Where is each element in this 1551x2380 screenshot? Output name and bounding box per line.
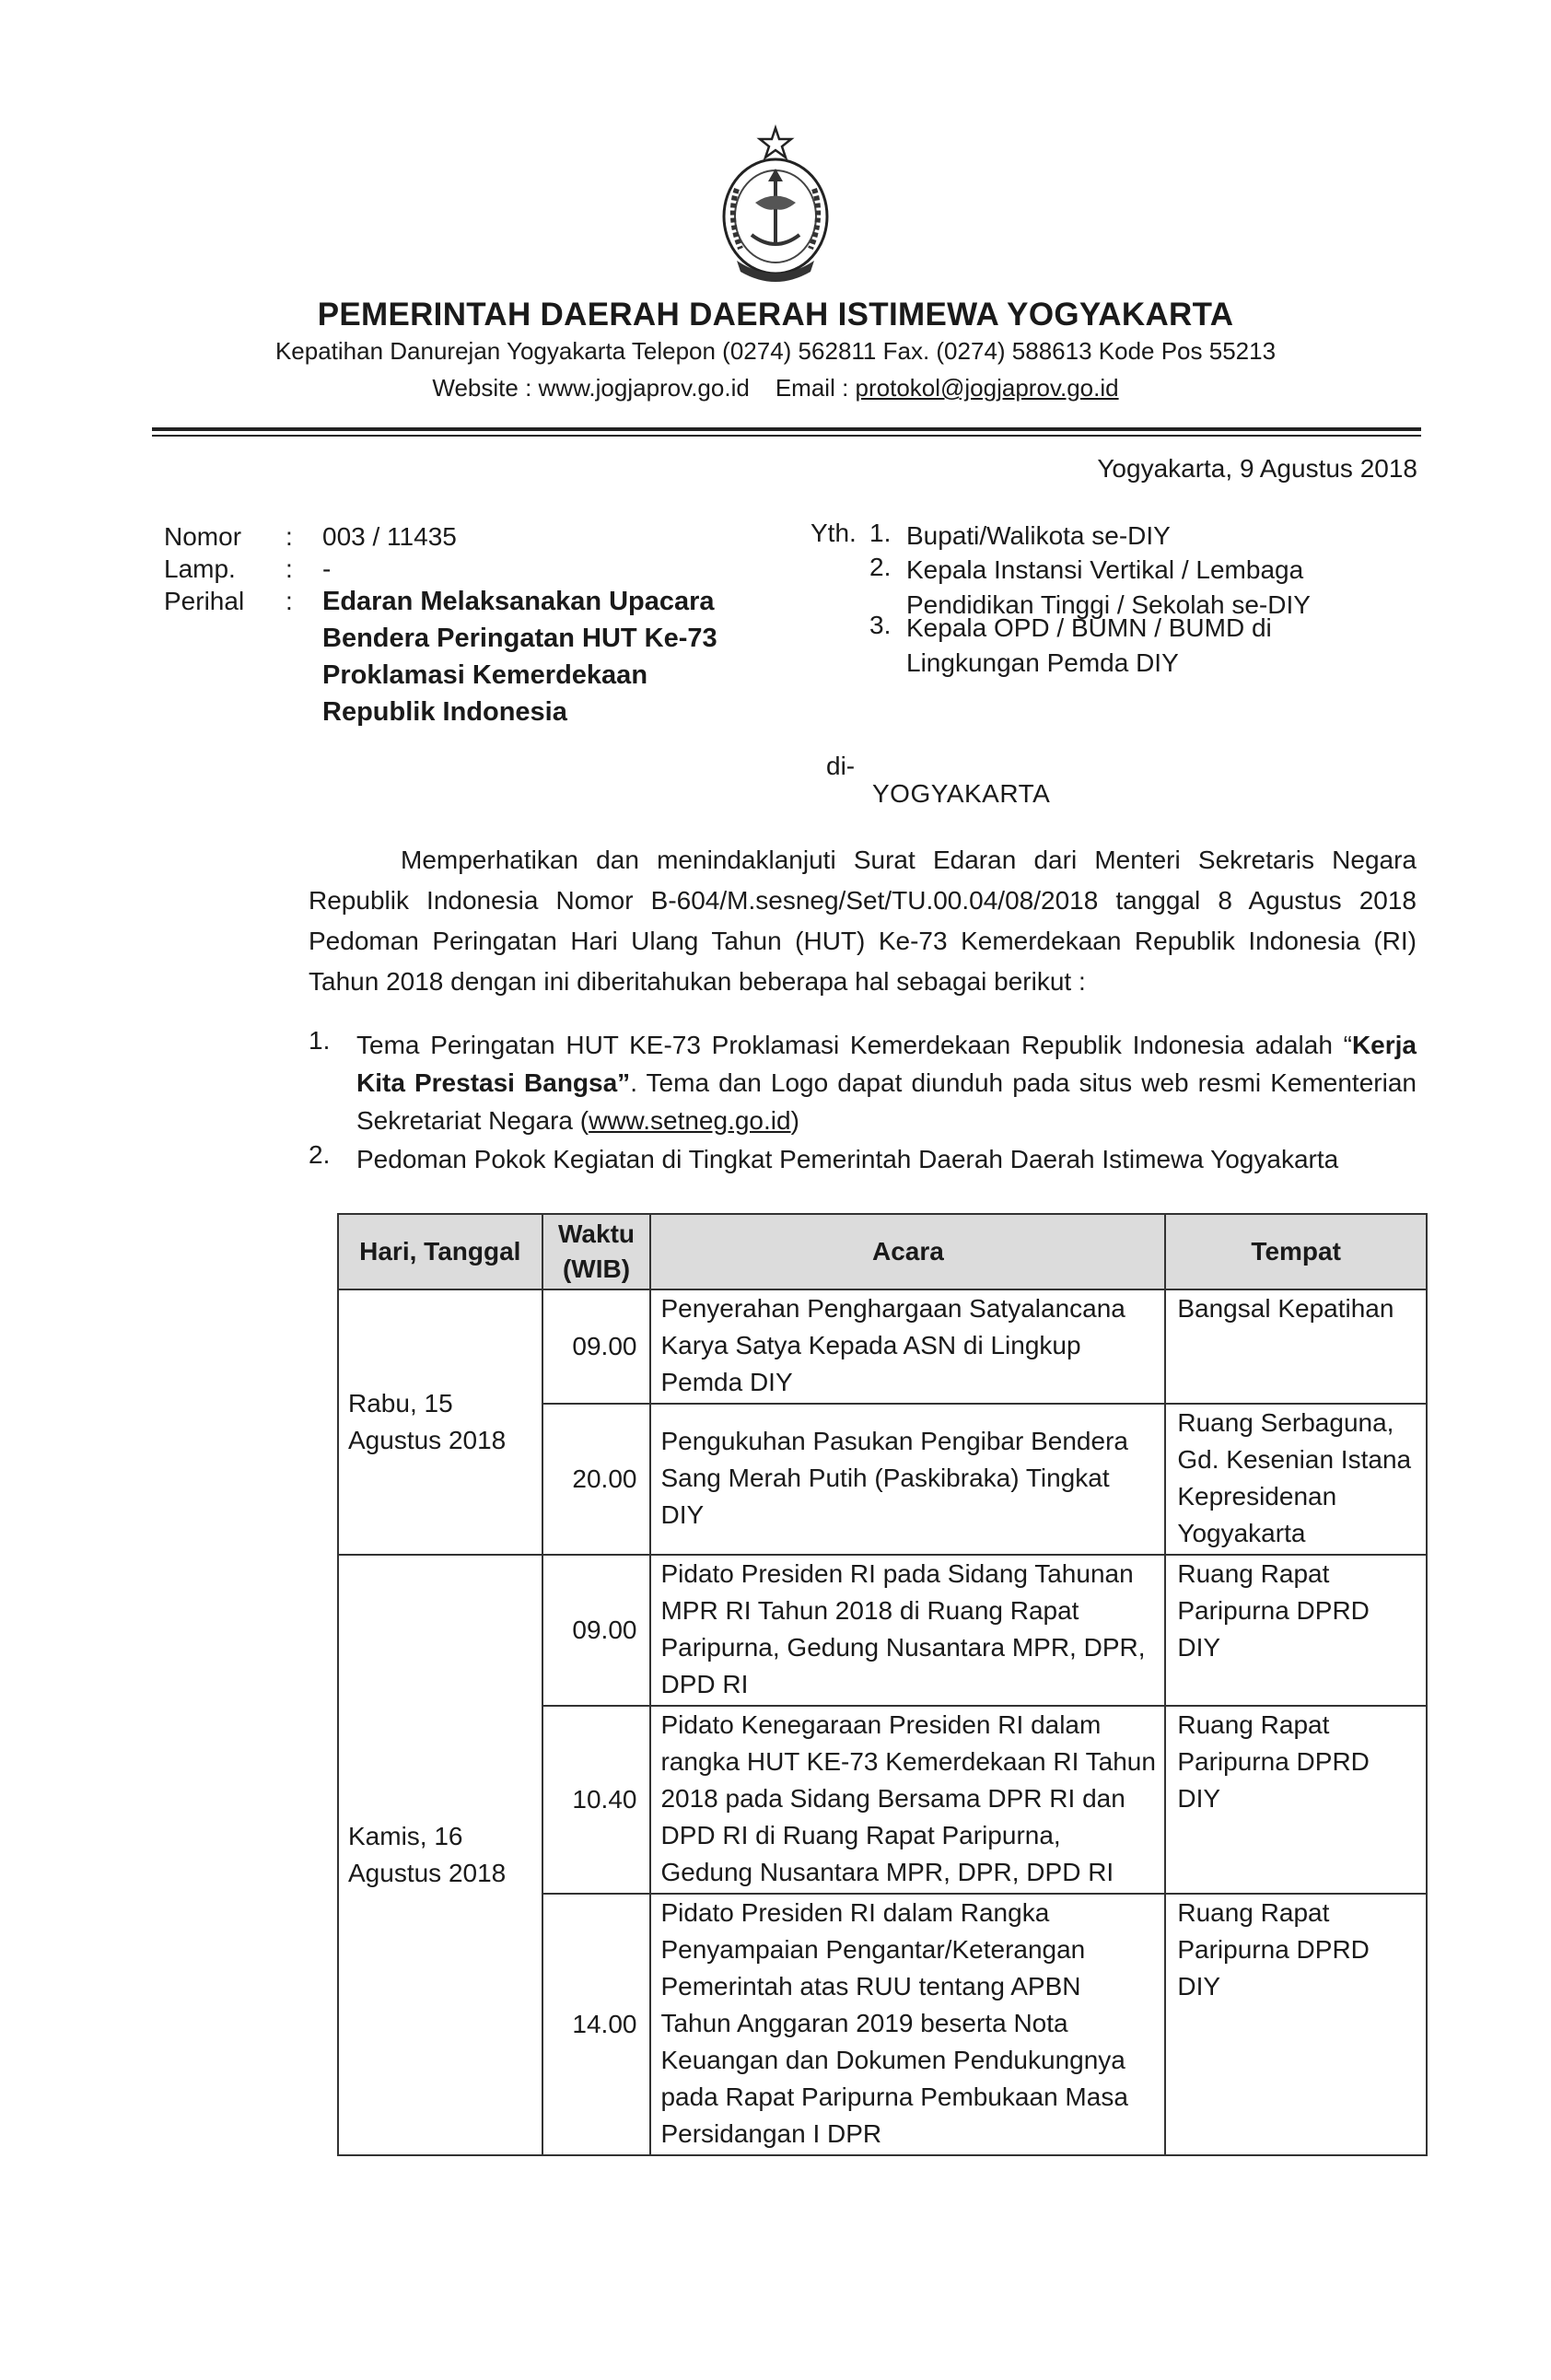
item-2-text: Pedoman Pokok Kegiatan di Tingkat Pemerintah Daerah Daerah Istimewa Yogyakarta: [356, 1145, 1339, 1173]
time-cell: 09.00: [542, 1289, 651, 1404]
lamp-colon: :: [286, 554, 293, 583]
place-cell: Bangsal Kepatihan: [1165, 1289, 1427, 1404]
item-1-text-b: . Tema dan Logo dapat diunduh pada situs web resmi Kementerian Sekretariat Negara (: [356, 1068, 1417, 1135]
table-row: [338, 1289, 1427, 1404]
time-cell: 09.00: [542, 1555, 651, 1706]
event-cell: Pengukuhan Pasukan Pengibar Bendera Sang Merah Putih (Paskibraka) Tingkat DIY: [650, 1404, 1165, 1555]
perihal-subject: Edaran Melaksanakan Upacara Bendera Peringatan HUT Ke-73 Proklamasi Kemerdekaan Republik Indonesia: [322, 587, 717, 727]
place-cell: Ruang Rapat Paripurna DPRD DIY: [1165, 1706, 1427, 1894]
event-cell: Pidato Presiden RI dalam Rangka Penyampaian Pengantar/Keterangan Pemerintah atas RUU tentang APBN Tahun Anggaran 2019 beserta Nota Keuangan dan Dokumen Pendukungnya pada Rapat Paripurna Pembukaan Masa Persidangan I DPR: [650, 1894, 1165, 2155]
setneg-link[interactable]: www.setneg.go.id: [589, 1106, 791, 1135]
event-cell: Penyerahan Penghargaan Satyalancana Karya Satya Kepada ASN di Lingkup Pemda DIY: [650, 1289, 1165, 1404]
letterhead-divider-thick: [152, 427, 1421, 431]
recipient-place: YOGYAKARTA: [872, 779, 1051, 808]
place-cell: Ruang Rapat Paripurna DPRD DIY: [1165, 1894, 1427, 2155]
header-place: Tempat: [1165, 1214, 1427, 1289]
table-row: [338, 1555, 1427, 1706]
recipient-item: Kepala Instansi Vertikal / Lembaga Pendidikan Tinggi / Sekolah se-DIY: [906, 555, 1311, 619]
item-1-text: [356, 1026, 1417, 1139]
lamp-value: -: [322, 554, 332, 583]
nomor-value: 003 / 11435: [322, 522, 457, 551]
theme-text: Kerja Kita Prestasi Bangsa”: [356, 1031, 1417, 1097]
header-day: Hari, Tanggal: [338, 1214, 542, 1289]
intro-paragraph: Memperhatikan dan menindaklanjuti Surat Edaran dari Menteri Sekretaris Negara Republik Indonesia Nomor B-604/M.sesneg/Set/TU.00.04/08/2018 tanggal 8 Agustus 2018 Pedoman Peringatan Hari Ulang Tahun (HUT) Ke-73 Kemerdekaan Republik Indonesia (RI) Tahun 2018 dengan ini diberitahukan beberapa hal sebagai berikut :: [309, 846, 1417, 996]
letterhead-divider-thin: [152, 435, 1421, 437]
day-cell: Kamis, 16 Agustus 2018: [338, 1555, 542, 2155]
table-header-row: [338, 1214, 1427, 1289]
item-2-number: 2.: [309, 1140, 331, 1169]
lamp-label: Lamp.: [164, 554, 236, 583]
organization-address: Kepatihan Danurejan Yogyakarta Telepon (0274) 562811 Fax. (0274) 588613 Kode Pos 55213: [274, 337, 1277, 365]
recipient-number: 3.: [869, 611, 892, 639]
recipient-salutation: Yth.: [810, 519, 857, 547]
recipient-di: di-: [826, 752, 856, 780]
place-cell: Ruang Serbaguna, Gd. Kesenian Istana Kepresidenan Yogyakarta: [1165, 1404, 1427, 1555]
website-text: Website : www.jogjaprov.go.id: [432, 374, 750, 402]
perihal-colon: :: [286, 587, 293, 615]
letter-date: Yogyakarta, 9 Agustus 2018: [1097, 454, 1417, 483]
item-1-number: 1.: [309, 1026, 331, 1055]
event-cell: Pidato Kenegaraan Presiden RI dalam rangka HUT KE-73 Kemerdekaan RI Tahun 2018 pada Sidang Bersama DPR RI dan DPD RI di Ruang Rapat Paripurna, Gedung Nusantara MPR, DPR, DPD RI: [650, 1706, 1165, 1894]
schedule-table: [337, 1213, 1428, 2156]
header-time: Waktu (WIB): [542, 1214, 651, 1289]
nomor-label: Nomor: [164, 522, 242, 551]
nomor-colon: :: [286, 522, 293, 551]
item-1-text-a: Tema Peringatan HUT KE-73 Proklamasi Kemerdekaan Republik Indonesia adalah “: [356, 1031, 1352, 1059]
government-emblem-icon: [709, 124, 843, 290]
place-cell: Ruang Rapat Paripurna DPRD DIY: [1165, 1555, 1427, 1706]
time-cell: 14.00: [542, 1894, 651, 2155]
recipient-item: Bupati/Walikota se-DIY: [906, 521, 1171, 550]
day-cell: Rabu, 15 Agustus 2018: [338, 1289, 542, 1555]
perihal-label: Perihal: [164, 587, 245, 615]
header-event: Acara: [650, 1214, 1165, 1289]
email-label: Email :: [775, 374, 856, 402]
recipient-number: 2.: [869, 553, 892, 581]
organization-contact: [0, 374, 1551, 402]
email-link[interactable]: protokol@jogjaprov.go.id: [855, 374, 1119, 402]
time-cell: 20.00: [542, 1404, 651, 1555]
time-cell: 10.40: [542, 1706, 651, 1894]
recipient-number: 1.: [869, 519, 892, 547]
organization-title: PEMERINTAH DAERAH DAERAH ISTIMEWA YOGYAKARTA: [317, 297, 1234, 332]
item-1-text-c: ): [790, 1106, 799, 1135]
event-cell: Pidato Presiden RI pada Sidang Tahunan MPR RI Tahun 2018 di Ruang Rapat Paripurna, Gedung Nusantara MPR, DPR, DPD RI: [650, 1555, 1165, 1706]
recipient-item: Kepala OPD / BUMN / BUMD di Lingkungan Pemda DIY: [906, 613, 1272, 677]
